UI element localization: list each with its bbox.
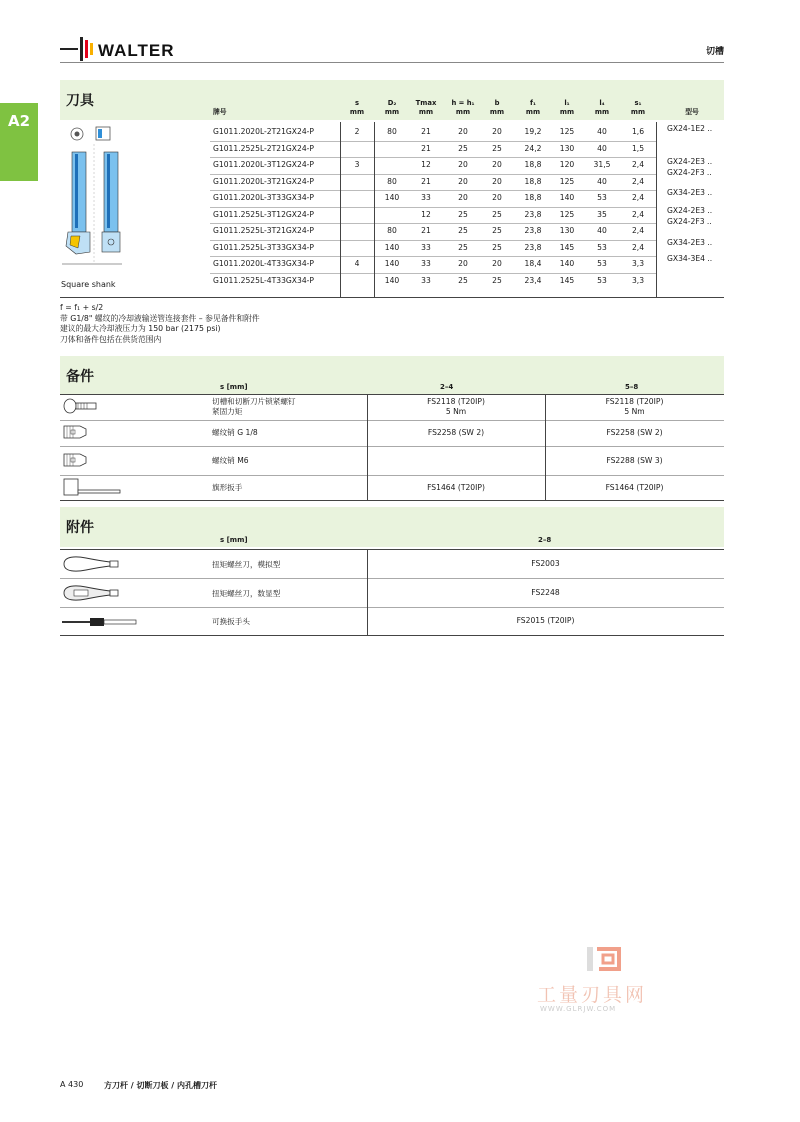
note-line: f = f₁ + s/2	[60, 303, 104, 312]
tool-value-cell: 25	[458, 209, 468, 219]
tool-value-cell: 24,2	[524, 143, 542, 153]
tool-value-cell: 4	[354, 259, 360, 268]
tool-value-cell: 18,4	[524, 259, 542, 268]
tool-value-cell: 18,8	[524, 160, 542, 169]
insert-type-label: GX24-2E3 ..	[667, 157, 713, 166]
column-divider	[545, 394, 546, 500]
tool-value-cell: 20	[458, 176, 468, 186]
tool-value-cell: 20	[458, 259, 468, 268]
tool-value-cell: 3,3	[631, 259, 645, 268]
tool-code-cell: G1011.2525L-3T33GX34-P	[213, 242, 314, 252]
footer-title: 方刀杆 / 切断刀板 / 内孔槽刀杆	[104, 1081, 217, 1090]
tool-value-cell: 130	[559, 143, 575, 153]
tool-value-cell: 19,2	[524, 127, 542, 136]
column-header-unit: mm	[349, 108, 365, 116]
tool-value-cell: 2,4	[631, 176, 645, 186]
tool-value-cell: 25	[492, 275, 502, 285]
flag-wrench-icon	[62, 477, 122, 503]
tool-value-cell: 53	[597, 275, 607, 285]
column-header-top: s₁	[634, 99, 642, 107]
tool-value-cell: 25	[458, 275, 468, 285]
tool-value-cell: 53	[597, 242, 607, 252]
column-header-top: f₁	[530, 99, 536, 107]
column-header-unit: mm	[630, 108, 646, 116]
tool-code-cell: G1011.2020L-3T12GX24-P	[213, 160, 314, 169]
tool-value-cell: 31,5	[593, 160, 611, 169]
tool-value-cell: 3	[354, 160, 360, 169]
tool-value-cell: 2	[354, 127, 360, 136]
accessories-section-title: 附件	[66, 520, 94, 536]
tool-value-cell: 140	[559, 193, 575, 202]
chapter-tab: A2	[0, 103, 38, 181]
column-divider	[340, 122, 341, 297]
table-bottom-rule	[60, 500, 724, 501]
spares-col2-header: 5–8	[625, 383, 639, 391]
tool-value-cell: 18,8	[524, 193, 542, 202]
accessory-name: 可换扳手头	[212, 617, 250, 626]
column-header-top: s	[354, 99, 360, 107]
accessory-name: 扭矩螺丝刀，模拟型	[212, 559, 281, 569]
watermark-text: 工量刃具网	[537, 984, 648, 1006]
tool-value-cell: 125	[559, 176, 575, 186]
spare-part-code: FS1464 (T20IP)	[427, 482, 485, 492]
spares-s-label: s [mm]	[220, 383, 248, 391]
spare-part-code: FS2258 (SW 2)	[427, 428, 485, 437]
row-divider	[60, 549, 724, 550]
column-header-top: l₁	[564, 99, 570, 107]
column-header-top: b	[494, 99, 500, 107]
column-header-top: Tmax	[415, 99, 437, 107]
row-divider	[60, 578, 724, 579]
tool-value-cell: 20	[458, 160, 468, 169]
row-divider	[210, 141, 656, 142]
tool-value-cell: 2,4	[631, 242, 645, 252]
spare-part-code: FS2288 (SW 3)	[606, 455, 663, 465]
spare-part-name: 切槽和切断刀片锁紧螺钉 紧固力矩	[212, 397, 296, 416]
tool-value-cell: 35	[597, 209, 607, 219]
tool-value-cell: 21	[421, 226, 431, 235]
tool-value-cell: 53	[597, 193, 607, 202]
spares-section-title: 备件	[66, 369, 94, 385]
tool-value-cell: 40	[597, 176, 607, 186]
tool-value-cell: 80	[387, 127, 397, 136]
column-header-unit: mm	[384, 108, 400, 116]
tool-value-cell: 140	[384, 193, 400, 202]
tool-value-cell: 40	[597, 143, 607, 153]
column-header-top: l₄	[599, 99, 605, 107]
tool-code-cell: G1011.2020L-4T33GX34-P	[213, 259, 314, 268]
spare-part-code: FS2258 (SW 2)	[606, 428, 663, 437]
tool-value-cell: 20	[458, 127, 468, 136]
tool-value-cell: 25	[458, 143, 468, 153]
tool-code-cell: G1011.2020L-2T21GX24-P	[213, 127, 314, 136]
tool-value-cell: 140	[384, 275, 400, 285]
row-divider	[210, 190, 656, 191]
tool-value-cell: 33	[421, 259, 431, 268]
table-bottom-rule	[60, 297, 724, 298]
insert-type-label: GX34-3E4 ..	[667, 254, 713, 263]
row-divider	[210, 256, 656, 257]
table-bottom-rule	[60, 635, 724, 636]
tool-code-cell: G1011.2020L-3T33GX34-P	[213, 193, 314, 202]
watermark-url: WWW.GLRJW.COM	[540, 1005, 617, 1013]
tool-value-cell: 25	[492, 143, 502, 153]
tool-code-cell: G1011.2525L-3T12GX24-P	[213, 209, 314, 219]
tool-value-cell: 33	[421, 275, 431, 285]
spare-part-name: 螺纹销 G 1/8	[212, 428, 258, 437]
column-header-unit: mm	[489, 108, 505, 116]
header-rule	[60, 62, 724, 63]
tool-value-cell: 145	[559, 242, 575, 252]
tool-value-cell: 130	[559, 226, 575, 235]
tool-value-cell: 20	[458, 193, 468, 202]
tool-code-cell: G1011.2525L-3T21GX24-P	[213, 226, 314, 235]
row-divider	[60, 446, 724, 447]
interchangeable-blade-icon	[60, 614, 140, 633]
row-divider	[210, 174, 656, 175]
tool-holder-drawing	[62, 124, 132, 274]
insert-type-label: GX24-2F3 ..	[667, 168, 712, 177]
shank-label: Square shank	[61, 280, 116, 289]
accessory-name: 扭矩螺丝刀，数显型	[212, 588, 281, 598]
tool-value-cell: 21	[421, 143, 431, 153]
spare-part-code: FS1464 (T20IP)	[605, 482, 664, 492]
accessory-code: FS2003	[531, 558, 560, 568]
tool-value-cell: 2,4	[631, 209, 645, 219]
row-divider	[60, 394, 724, 395]
tool-value-cell: 2,4	[631, 160, 645, 169]
tool-value-cell: 2,4	[631, 193, 645, 202]
column-header-top: h = h₁	[451, 99, 475, 107]
column-header-unit: 牌号	[213, 108, 227, 116]
insert-type-label: GX34-2E3 ..	[667, 238, 713, 247]
row-divider	[60, 607, 724, 608]
tool-value-cell: 25	[492, 242, 502, 252]
tool-value-cell: 3,3	[631, 275, 645, 285]
column-header-unit: mm	[525, 108, 541, 116]
insert-type-label: GX24-2E3 ..	[667, 206, 713, 215]
row-divider	[210, 157, 656, 158]
tool-value-cell: 1,5	[631, 143, 645, 153]
tool-value-cell: 25	[458, 226, 468, 235]
tool-value-cell: 20	[492, 127, 502, 136]
row-divider	[210, 240, 656, 241]
watermark-logo	[585, 945, 623, 973]
tool-code-cell: G1011.2525L-4T33GX34-P	[213, 275, 314, 285]
tool-value-cell: 40	[597, 127, 607, 136]
accessory-code: FS2015 (T20IP)	[516, 616, 575, 625]
tool-value-cell: 23,4	[524, 275, 542, 285]
note-line: 带 G1/8" 螺纹的冷却液输送管连接套件 – 参见备件和附件	[60, 313, 260, 323]
analog-torque-screwdriver-icon	[60, 553, 124, 579]
row-divider	[210, 207, 656, 208]
column-divider	[367, 394, 368, 500]
row-divider	[60, 475, 724, 476]
note-line: 建议的最大冷却液压力为 150 bar (2175 psi)	[60, 324, 221, 333]
column-divider	[367, 549, 368, 635]
tool-value-cell: 40	[597, 226, 607, 235]
tool-value-cell: 25	[458, 242, 468, 252]
brand-text: WALTER	[98, 41, 175, 60]
spare-part-name: 旗形扳手	[212, 482, 243, 492]
tool-value-cell: 145	[559, 275, 575, 285]
accessory-code: FS2248	[531, 587, 560, 597]
tool-value-cell: 25	[492, 209, 502, 219]
column-header-unit: mm	[559, 108, 575, 116]
tool-value-cell: 23,8	[524, 242, 542, 252]
page-section-title: 切槽	[705, 47, 724, 57]
tool-value-cell: 125	[559, 209, 575, 219]
column-header-unit: mm	[418, 108, 434, 116]
lock-screw-icon	[62, 396, 102, 420]
tool-value-cell: 140	[384, 242, 400, 252]
note-line: 刀体和备件包括在供货范围内	[60, 334, 162, 344]
insert-type-label: GX34-2E3 ..	[667, 188, 713, 197]
column-divider	[656, 122, 657, 297]
tool-value-cell: 2,4	[631, 226, 645, 235]
tool-value-cell: 23,8	[524, 226, 542, 235]
column-header-unit: mm	[594, 108, 610, 116]
tool-value-cell: 140	[384, 259, 400, 268]
set-screw-icon	[62, 450, 102, 474]
tool-value-cell: 12	[421, 209, 431, 219]
insert-type-label: GX24-2F3 ..	[667, 217, 712, 226]
spare-part-code: FS2118 (T20IP) 5 Nm	[427, 397, 485, 416]
row-divider	[60, 420, 724, 421]
spares-section-header	[60, 356, 724, 394]
digital-torque-screwdriver-icon	[60, 582, 124, 608]
tool-value-cell: 21	[421, 127, 431, 136]
tool-value-cell: 33	[421, 193, 431, 202]
spares-col1-header: 2–4	[440, 383, 454, 391]
column-header-unit: mm	[455, 108, 471, 116]
notes-block	[60, 303, 260, 345]
tool-value-cell: 1,6	[631, 127, 645, 136]
tool-value-cell: 53	[597, 259, 607, 268]
column-divider	[374, 122, 375, 297]
tool-value-cell: 18,8	[524, 176, 542, 186]
tool-value-cell: 125	[559, 127, 575, 136]
tool-code-cell: G1011.2525L-2T21GX24-P	[213, 143, 314, 153]
tool-value-cell: 12	[421, 160, 431, 169]
tool-section-title: 刀具	[66, 93, 94, 109]
tool-code-cell: G1011.2020L-3T21GX24-P	[213, 176, 314, 186]
accessories-s-label: s [mm]	[220, 536, 248, 544]
insert-type-label: GX24-1E2 ..	[667, 124, 713, 133]
tool-value-cell: 33	[421, 242, 431, 252]
page-number: A 430	[60, 1080, 84, 1089]
spare-part-code: FS2118 (T20IP) 5 Nm	[605, 397, 664, 416]
tool-value-cell: 120	[559, 160, 575, 169]
tool-value-cell: 20	[492, 259, 502, 268]
tool-value-cell: 25	[492, 226, 502, 235]
set-screw-icon	[62, 422, 102, 446]
tool-value-cell: 20	[492, 176, 502, 186]
column-header-top: D₂	[387, 99, 397, 107]
tool-value-cell: 23,8	[524, 209, 542, 219]
row-divider	[210, 273, 656, 274]
accessories-col1-header: 2–8	[538, 536, 552, 544]
column-header-unit: 型号	[685, 108, 699, 116]
spare-part-name: 螺纹销 M6	[212, 455, 249, 465]
tool-value-cell: 21	[421, 176, 431, 186]
accessories-section-header	[60, 507, 724, 547]
tool-value-cell: 80	[387, 176, 397, 186]
tool-value-cell: 80	[387, 226, 397, 235]
walter-logo	[60, 37, 195, 61]
row-divider	[210, 223, 656, 224]
tool-value-cell: 140	[559, 259, 575, 268]
tool-value-cell: 20	[492, 193, 502, 202]
tool-value-cell: 20	[492, 160, 502, 169]
